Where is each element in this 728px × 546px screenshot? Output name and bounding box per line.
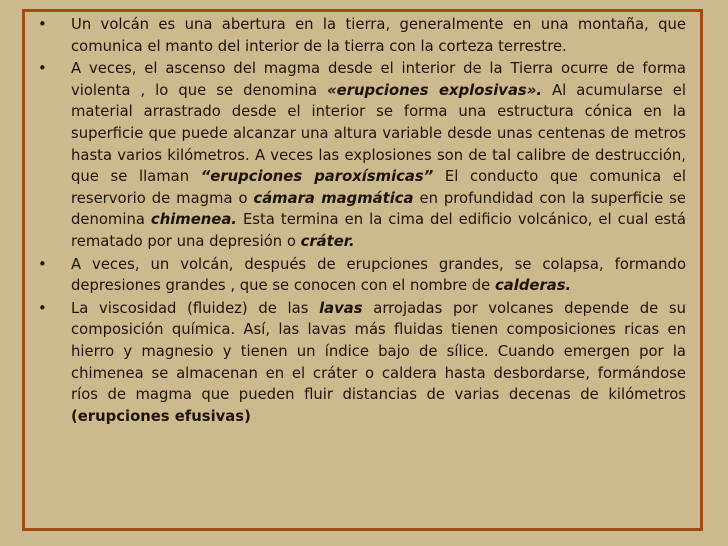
paragraph-text: Un volcán es una abertura en la tierra, generalmente en una montaña, que comunica el manto del interior de la tierra con la corteza terrestre. [71, 16, 686, 55]
term-camara-magmatica: cámara magmática [253, 189, 414, 207]
paragraph-text: Esta termina en la cima del edificio volcánico, el cual está rematado por una depresión o [71, 211, 686, 250]
paragraph-text: en profundidad con la superficie se denomina [71, 189, 686, 229]
bullet-item-volcan-definicion [38, 14, 686, 57]
term-erupciones-efusivas: (erupciones efusivas) [71, 407, 251, 425]
paragraph-text: La viscosidad (fluidez) de las [71, 299, 320, 317]
bullet-dot-icon: • [38, 255, 47, 273]
term-erupciones-paroxismicas: “erupciones paroxísmicas” [200, 168, 434, 186]
term-chimenea: chimenea. [150, 211, 237, 229]
term-erupciones-explosivas: «erupciones explosivas». [327, 81, 542, 99]
paragraph-text: Al acumularse el material arrastrado desde el interior se forma una estructura cónica en la superficie que puede alcanzar una altura variable desde unas centenas de metros hasta varios kilómetros. A veces las explosiones son de tal calibre de destrucción, que se llaman [71, 81, 686, 186]
bullet-dot-icon: • [38, 299, 47, 317]
bullet-item-erupciones-explosivas [38, 58, 686, 252]
term-lavas: lavas [319, 299, 363, 317]
slide-content [38, 14, 686, 428]
bullet-item-calderas [38, 254, 686, 297]
term-crater: cráter. [300, 232, 355, 250]
bullet-item-viscosidad-lavas [38, 298, 686, 428]
paragraph-text: El conducto que comunica el reservorio de magma o [71, 168, 686, 207]
term-calderas: calderas. [494, 277, 572, 295]
paragraph-text: arrojadas por volcanes depende de su composición química. Así, las lavas más fluidas tienen composiciones ricas en hierro y magnesio y tienen un índice bajo de sílice. Cuando emergen por la chimenea se almacenan en el cráter o caldera hasta desbordarse, formándose ríos de magma que pueden fluir distancias de varias decenas de kilómetros [71, 299, 686, 404]
bullet-dot-icon: • [38, 16, 47, 33]
paragraph-text: A veces, un volcán, después de erupciones grandes, se colapsa, formando depresiones grandes , que se conocen con el nombre de [71, 255, 686, 295]
bullet-list [38, 14, 686, 427]
bullet-dot-icon: • [38, 60, 47, 78]
paragraph-text: A veces, el ascenso del magma desde el interior de la Tierra ocurre de forma violenta , lo que se denomina [71, 60, 686, 99]
